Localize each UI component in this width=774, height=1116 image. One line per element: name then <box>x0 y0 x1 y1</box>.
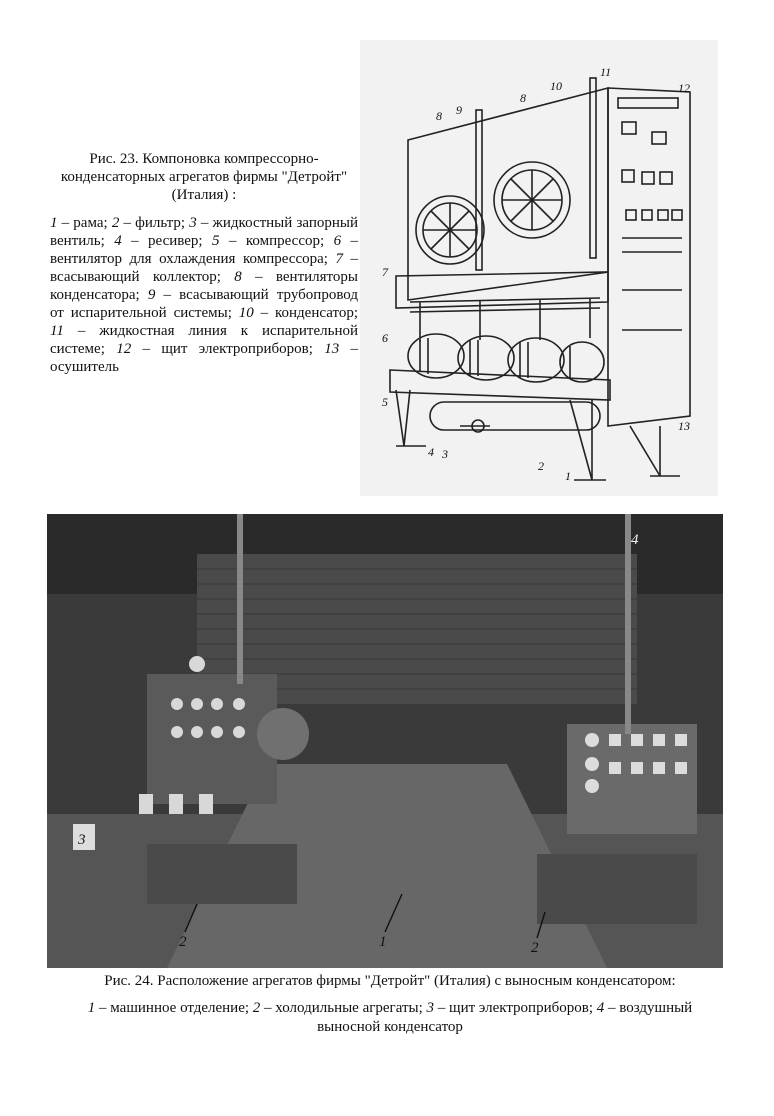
fig24-photo <box>47 514 723 968</box>
callout-12: 12 <box>678 81 690 95</box>
callout-2-right: 2 <box>531 940 539 956</box>
legend-item: 9 – всасывающий трубопровод от испарительной системы; <box>50 287 358 321</box>
callout-8b: 8 <box>520 91 526 105</box>
fig24-caption-title: Рис. 24. Расположение агрегатов фирмы "Детройт" (Италия) с выносным конденсатором: <box>104 973 676 989</box>
electrical-cabinet <box>608 88 690 426</box>
callout-4: 4 <box>428 445 434 459</box>
legend-item: 1 – машинное отделение; <box>87 1000 253 1016</box>
machine-room-photo <box>47 514 723 968</box>
legend-item: 12 – щит электроприборов; <box>116 341 325 357</box>
fig23-caption-title: Рис. 23. Компоновка компрессорно-конденсаторных агрегатов фирмы "Детройт" (Италия) : <box>60 151 348 203</box>
callout-4: 4 <box>631 532 639 548</box>
legend-item: 11 – жидкостная линия к испарительной системе; <box>50 323 358 357</box>
legend-item: 3 – щит электроприборов; <box>426 1000 597 1016</box>
fig23-legend <box>50 214 358 376</box>
frame-top-rail <box>396 272 608 308</box>
callout-9: 9 <box>456 103 462 117</box>
callout-5: 5 <box>382 395 388 409</box>
callout-2: 2 <box>538 459 544 473</box>
legend-item: 2 – холодильные агрегаты; <box>252 1000 427 1016</box>
fig24-caption <box>60 972 720 1037</box>
legend-item: 1 – рама; <box>50 215 112 231</box>
callout-3: 3 <box>442 447 448 461</box>
legend-item: 10 – конденсатор; <box>238 305 358 321</box>
callout-1: 1 <box>565 469 571 483</box>
callout-1: 1 <box>379 934 387 950</box>
liquid-line <box>590 78 596 258</box>
fig23-drawing <box>360 40 718 496</box>
legend-item: 5 – компрессор; <box>212 233 334 249</box>
callout-2-left: 2 <box>179 934 187 950</box>
legend-item: 7 – всасывающий коллектор; <box>50 251 358 285</box>
callout-13: 13 <box>678 419 690 433</box>
suction-pipe <box>476 110 482 270</box>
frame-base <box>390 370 610 400</box>
callout-6: 6 <box>382 331 388 345</box>
fig23-caption <box>50 150 358 376</box>
legend-item: 8 – вентиляторы конденсатора; <box>50 269 358 303</box>
callout-7: 7 <box>382 265 388 279</box>
legend-item: 13 – осушитель <box>50 341 359 375</box>
legend-item: 3 – жидкостный запорный вентиль; <box>50 215 358 249</box>
callout-11: 11 <box>600 65 612 79</box>
legend-item: 4 – ресивер; <box>114 233 213 249</box>
legend-item: 4 – воздушный выносной конденсатор <box>317 1000 693 1035</box>
callout-3: 3 <box>78 832 86 848</box>
legend-item: 6 – вентилятор для охлаждения компрессора; <box>50 233 359 267</box>
callout-8: 8 <box>436 109 442 123</box>
callout-10: 10 <box>550 79 562 93</box>
compressor-unit-drawing <box>360 40 718 496</box>
fig24-legend <box>60 999 720 1037</box>
legend-item: 2 – фильтр; <box>111 215 190 231</box>
